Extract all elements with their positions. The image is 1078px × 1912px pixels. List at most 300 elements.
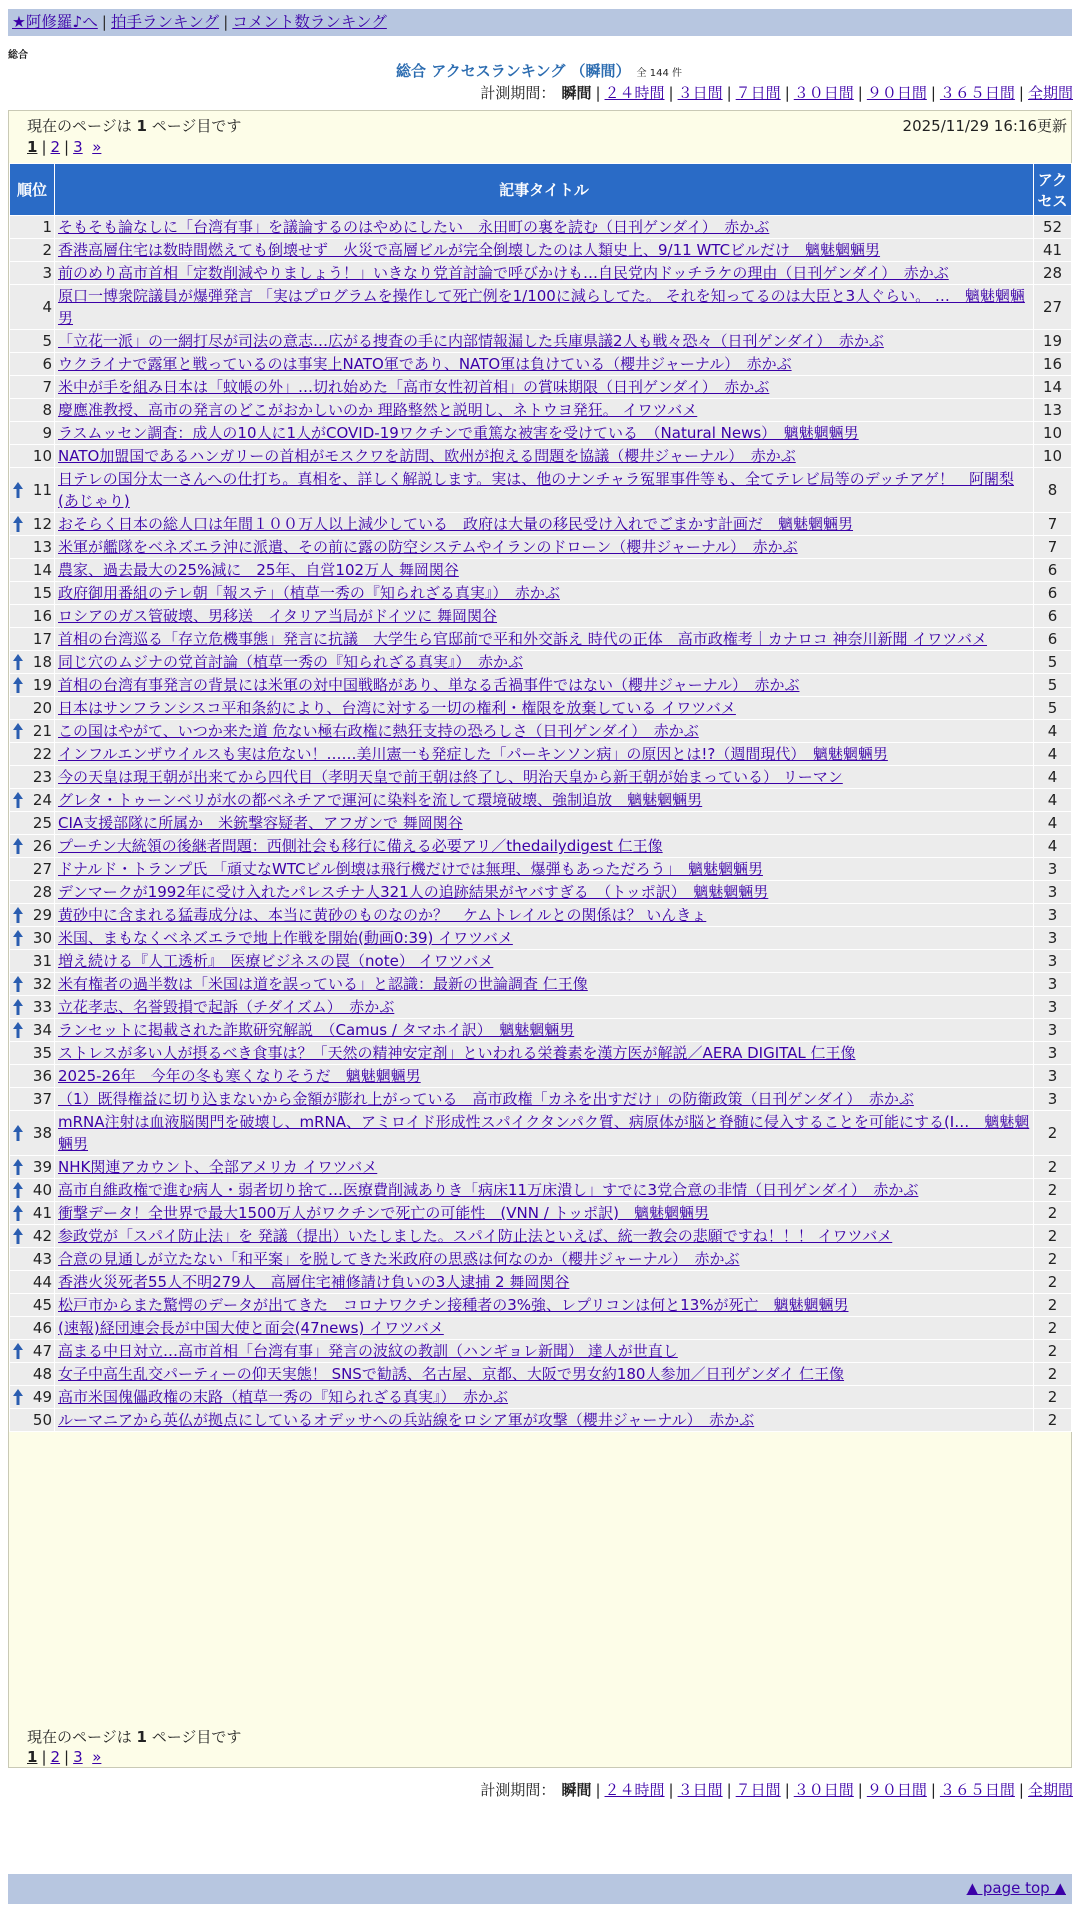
rank-cell bbox=[10, 1248, 55, 1271]
article-title-link[interactable]: 米国、まもなくベネズエラで地上作戦を開始(動画0:39) イワツバメ bbox=[58, 929, 513, 947]
pager-page-link[interactable]: 3 bbox=[73, 138, 83, 156]
title-cell bbox=[55, 559, 1034, 582]
table-row bbox=[10, 927, 1072, 950]
article-title-link[interactable]: 立花孝志、名誉毀損で起訴（チダイズム） 赤かぶ bbox=[58, 998, 395, 1016]
rank-cell bbox=[10, 697, 55, 720]
pager-next-link[interactable]: » bbox=[92, 138, 102, 156]
title-cell bbox=[55, 536, 1034, 559]
rank-number: 29 bbox=[32, 906, 52, 924]
rank-cell bbox=[10, 789, 55, 812]
access-count: 3 bbox=[1034, 881, 1072, 904]
rank-number: 11 bbox=[32, 481, 52, 499]
table-row bbox=[10, 285, 1072, 330]
rank-cell bbox=[10, 285, 55, 330]
page-title-text: 総合 アクセスランキング （瞬間） bbox=[396, 62, 631, 80]
title-cell bbox=[55, 1409, 1034, 1432]
article-title-link[interactable]: 高市米国傀儡政権の末路（植草一秀の『知られざる真実』） 赤かぶ bbox=[58, 1388, 509, 1406]
rank-number: 37 bbox=[32, 1090, 52, 1108]
table-row bbox=[10, 812, 1072, 835]
rank-cell bbox=[10, 766, 55, 789]
table-row bbox=[10, 239, 1072, 262]
period-separator: | bbox=[857, 84, 863, 102]
article-title-link[interactable]: 首相の台湾巡る「存立危機事態」発言に抗議 大学生ら官邸前で平和外交訴え 時代の正体 高市政権考｜カナロコ 神奈川新聞 イワツバメ bbox=[58, 630, 988, 648]
access-count: 6 bbox=[1034, 559, 1072, 582]
rank-up-arrow-icon bbox=[12, 1204, 24, 1222]
table-row bbox=[10, 1088, 1072, 1111]
title-cell bbox=[55, 1386, 1034, 1409]
table-row bbox=[10, 697, 1072, 720]
comment-ranking-link[interactable]: コメント数ランキング bbox=[232, 13, 387, 31]
period-link[interactable]: ９０日間 bbox=[866, 1781, 927, 1799]
page-info-top: 現在のページは 1 ページ目です bbox=[27, 117, 242, 135]
title-cell bbox=[55, 766, 1034, 789]
access-count: 3 bbox=[1034, 1042, 1072, 1065]
article-title-link[interactable]: 前のめり高市首相「定数削減やりましょう！」いきなり党首討論で呼びかけも…自民党内ドッチラケの理由（日刊ゲンダイ） 赤かぶ bbox=[58, 264, 949, 282]
title-cell bbox=[55, 789, 1034, 812]
rank-cell bbox=[10, 1111, 55, 1156]
table-row bbox=[10, 881, 1072, 904]
article-title-link[interactable]: おそらく日本の総人口は年間１００万人以上減少している 政府は大量の移民受け入れでごまかす計画だ 魑魅魍魎男 bbox=[58, 515, 854, 533]
period-separator: | bbox=[784, 84, 790, 102]
rank-up-arrow-icon bbox=[12, 975, 24, 993]
article-title-link[interactable]: プーチン大統領の後継者問題：西側社会も移行に備える必要アリ／thedailydigest 仁王像 bbox=[58, 837, 663, 855]
table-row bbox=[10, 1179, 1072, 1202]
article-title-link[interactable]: ウクライナで露軍と戦っているのは事実上NATO軍であり、NATO軍は負けている（櫻井ジャーナル） 赤かぶ bbox=[58, 355, 792, 373]
page-title bbox=[0, 60, 1078, 81]
rank-cell bbox=[10, 927, 55, 950]
rank-up-arrow-icon bbox=[12, 791, 24, 809]
home-link[interactable]: ★阿修羅♪へ bbox=[12, 13, 98, 31]
applause-ranking-link[interactable]: 拍手ランキング bbox=[111, 13, 220, 31]
page-info-bottom: 現在のページは 1 ページ目です bbox=[27, 1728, 242, 1746]
period-separator: | bbox=[930, 1781, 936, 1799]
title-cell bbox=[55, 330, 1034, 353]
rank-number: 7 bbox=[42, 378, 52, 396]
rank-cell bbox=[10, 1363, 55, 1386]
title-cell bbox=[55, 858, 1034, 881]
article-title-link[interactable]: 原口一博衆院議員が爆弾発言 「実はプログラムを操作して死亡例を1/100に減らしてた。 それを知ってるのは大臣と3人ぐらい。 … 魑魅魍魎男 bbox=[58, 287, 1025, 327]
table-row bbox=[10, 1248, 1072, 1271]
title-cell bbox=[55, 697, 1034, 720]
access-count: 3 bbox=[1034, 1065, 1072, 1088]
access-count: 4 bbox=[1034, 743, 1072, 766]
period-link[interactable]: ３０日間 bbox=[793, 1781, 854, 1799]
period-link[interactable]: 全期間 bbox=[1027, 84, 1073, 102]
title-cell bbox=[55, 1225, 1034, 1248]
article-title-link[interactable]: 日本はサンフランシスコ平和条約により、台湾に対する一切の権利・権限を放棄している イワツバメ bbox=[58, 699, 736, 717]
updated-time: 2025/11/29 16:16更新 bbox=[902, 117, 1067, 135]
title-cell bbox=[55, 1271, 1034, 1294]
article-title-link[interactable]: 米中が手を組み日本は「蚊帳の外」…切れ始めた「高市女性初首相」の賞味期限（日刊ゲンダイ） 赤かぶ bbox=[58, 378, 770, 396]
access-count: 10 bbox=[1034, 445, 1072, 468]
rank-cell bbox=[10, 376, 55, 399]
table-row bbox=[10, 858, 1072, 881]
pager-next-link[interactable]: » bbox=[92, 1748, 102, 1766]
article-title-link[interactable]: 政府御用番組のテレ朝「報ステ」（植草一秀の『知られざる真実』） 赤かぶ bbox=[58, 584, 560, 602]
rank-cell bbox=[10, 973, 55, 996]
article-title-link[interactable]: 衝撃データ！全世界で最大1500万人がワクチンで死亡の可能性 (VNN / トッポ訳) 魑魅魍魎男 bbox=[58, 1204, 709, 1222]
rank-number: 6 bbox=[42, 355, 52, 373]
rank-cell bbox=[10, 559, 55, 582]
access-count: 2 bbox=[1034, 1317, 1072, 1340]
article-title-link[interactable]: 首相の台湾有事発言の背景には米軍の対中国戦略があり、単なる舌禍事件ではない（櫻井ジャーナル） 赤かぶ bbox=[58, 676, 800, 694]
article-title-link[interactable]: (速報)経団連会長が中国大使と面会(47news) イワツバメ bbox=[58, 1319, 444, 1337]
rank-number: 4 bbox=[42, 298, 52, 316]
access-count: 3 bbox=[1034, 904, 1072, 927]
access-count: 3 bbox=[1034, 996, 1072, 1019]
access-count: 7 bbox=[1034, 513, 1072, 536]
title-cell bbox=[55, 605, 1034, 628]
period-selector-bottom bbox=[480, 1779, 1073, 1801]
access-count: 6 bbox=[1034, 605, 1072, 628]
pager-bottom bbox=[27, 1748, 101, 1766]
rank-number: 24 bbox=[32, 791, 52, 809]
rank-number: 44 bbox=[32, 1273, 52, 1291]
title-cell bbox=[55, 582, 1034, 605]
rank-cell bbox=[10, 1065, 55, 1088]
access-count: 2 bbox=[1034, 1340, 1072, 1363]
period-link[interactable]: ３６５日間 bbox=[939, 84, 1015, 102]
period-link[interactable]: ３０日間 bbox=[793, 84, 854, 102]
rank-cell bbox=[10, 904, 55, 927]
rank-cell bbox=[10, 1202, 55, 1225]
article-title-link[interactable]: 女子中高生乱交パーティーの仰天実態！ SNSで勧誘、名古屋、京都、大阪で男女約180人参加／日刊ゲンダイ 仁王像 bbox=[58, 1365, 845, 1383]
pager-separator: | bbox=[64, 138, 70, 156]
rank-up-arrow-icon bbox=[12, 837, 24, 855]
table-row bbox=[10, 1156, 1072, 1179]
rank-number: 5 bbox=[42, 332, 52, 350]
article-title-link[interactable]: （1）既得権益に切り込まないから金額が膨れ上がっている 高市政権「カネを出すだけ」の防衛政策（日刊ゲンダイ） 赤かぶ bbox=[58, 1090, 914, 1108]
period-link[interactable]: ２４時間 bbox=[604, 84, 665, 102]
rank-number: 9 bbox=[42, 424, 52, 442]
rank-cell bbox=[10, 330, 55, 353]
article-title-link[interactable]: ラスムッセン調査：成人の10人に1人がCOVID-19ワクチンで重篤な被害を受けている （Natural News） 魑魅魍魎男 bbox=[58, 424, 859, 442]
pager-separator: | bbox=[41, 138, 47, 156]
table-row bbox=[10, 1340, 1072, 1363]
article-title-link[interactable]: NHK関連アカウント、全部アメリカ イワツバメ bbox=[58, 1158, 378, 1176]
table-row bbox=[10, 766, 1072, 789]
rank-number: 17 bbox=[32, 630, 52, 648]
access-count: 4 bbox=[1034, 835, 1072, 858]
rank-up-arrow-icon bbox=[12, 722, 24, 740]
table-row bbox=[10, 216, 1072, 239]
title-cell bbox=[55, 1179, 1034, 1202]
rank-up-arrow-icon bbox=[12, 676, 24, 694]
title-cell bbox=[55, 651, 1034, 674]
rank-cell bbox=[10, 1225, 55, 1248]
rank-cell bbox=[10, 513, 55, 536]
table-row bbox=[10, 1271, 1072, 1294]
article-title-link[interactable]: ランセットに掲載された詐欺研究解説 （Camus / タマホイ訳） 魑魅魍魎男 bbox=[58, 1021, 575, 1039]
rank-number: 2 bbox=[42, 241, 52, 259]
rank-number: 48 bbox=[32, 1365, 52, 1383]
title-cell bbox=[55, 812, 1034, 835]
title-cell bbox=[55, 950, 1034, 973]
access-count: 2 bbox=[1034, 1225, 1072, 1248]
period-link[interactable]: ９０日間 bbox=[866, 84, 927, 102]
access-count: 5 bbox=[1034, 651, 1072, 674]
access-count: 2 bbox=[1034, 1386, 1072, 1409]
pager-page-link[interactable]: 3 bbox=[73, 1748, 83, 1766]
rank-cell bbox=[10, 468, 55, 513]
period-link[interactable]: ３６５日間 bbox=[939, 1781, 1015, 1799]
rank-number: 23 bbox=[32, 768, 52, 786]
article-title-link[interactable]: そもそも論なしに「台湾有事」を議論するのはやめにしたい 永田町の裏を読む（日刊ゲンダイ） 赤かぶ bbox=[58, 218, 770, 236]
category-label: 総合 bbox=[8, 50, 28, 61]
table-row bbox=[10, 1065, 1072, 1088]
table-row bbox=[10, 1386, 1072, 1409]
rank-number: 26 bbox=[32, 837, 52, 855]
rank-number: 46 bbox=[32, 1319, 52, 1337]
period-separator: | bbox=[726, 84, 732, 102]
period-separator: | bbox=[857, 1781, 863, 1799]
title-cell bbox=[55, 1340, 1034, 1363]
table-row bbox=[10, 376, 1072, 399]
article-title-link[interactable]: 「立花一派」の一網打尽が司法の意志…広がる捜査の手に内部情報漏した兵庫県議2人も戦々恐々（日刊ゲンダイ） 赤かぶ bbox=[58, 332, 884, 350]
table-row bbox=[10, 1409, 1072, 1432]
total-count: 全 144 件 bbox=[636, 68, 682, 79]
rank-number: 39 bbox=[32, 1158, 52, 1176]
article-title-link[interactable]: 高市自維政権で進む病人・弱者切り捨て…医療費削減ありき「病床11万床潰し」すでに3党合意の非情（日刊ゲンダイ） 赤かぶ bbox=[58, 1181, 919, 1199]
rank-cell bbox=[10, 858, 55, 881]
table-row bbox=[10, 973, 1072, 996]
rank-cell bbox=[10, 1156, 55, 1179]
article-title-link[interactable]: この国はやがて、いつか来た道 危ない極右政権に熱狂支持の恐ろしさ（日刊ゲンダイ） 赤かぶ bbox=[58, 722, 699, 740]
ranking-table bbox=[9, 163, 1072, 1432]
article-title-link[interactable]: 増え続ける『人工透析』 医療ビジネスの罠（note） イワツバメ bbox=[58, 952, 494, 970]
table-row bbox=[10, 582, 1072, 605]
period-separator: | bbox=[668, 84, 674, 102]
access-count: 41 bbox=[1034, 239, 1072, 262]
article-title-link[interactable]: 合意の見通しが立たない「和平案」を脱してきた米政府の思惑は何なのか（櫻井ジャーナル） 赤かぶ bbox=[58, 1250, 740, 1268]
table-row bbox=[10, 1363, 1072, 1386]
rank-cell bbox=[10, 996, 55, 1019]
rank-cell bbox=[10, 605, 55, 628]
article-title-link[interactable]: ルーマニアから英仏が拠点にしているオデッサへの兵站線をロシア軍が攻撃（櫻井ジャーナル） 赤かぶ bbox=[58, 1411, 755, 1429]
pager-separator: | bbox=[64, 1748, 70, 1766]
article-title-link[interactable]: インフルエンザウイルスも実は危ない！……美川憲一も発症した「パーキンソン病」の原因とは!?（週間現代） 魑魅魍魎男 bbox=[58, 745, 888, 763]
rank-cell bbox=[10, 1019, 55, 1042]
rank-cell bbox=[10, 881, 55, 904]
rank-number: 41 bbox=[32, 1204, 52, 1222]
table-row bbox=[10, 1225, 1072, 1248]
access-count: 2 bbox=[1034, 1294, 1072, 1317]
title-cell bbox=[55, 285, 1034, 330]
rank-number: 8 bbox=[42, 401, 52, 419]
table-row bbox=[10, 1317, 1072, 1340]
period-label: 計測期間： bbox=[480, 84, 556, 102]
article-title-link[interactable]: 日テレの国分太一さんへの仕打ち。真相を、詳しく解説します。実は、他のナンチャラ冤罪事件等も、全てテレビ局等のデッチアゲ！ 阿闍梨(あじゃり) bbox=[58, 470, 1014, 510]
access-count: 3 bbox=[1034, 973, 1072, 996]
access-count: 5 bbox=[1034, 697, 1072, 720]
access-count: 3 bbox=[1034, 950, 1072, 973]
column-title-header: 記事タイトル bbox=[55, 164, 1034, 216]
access-count: 2 bbox=[1034, 1111, 1072, 1156]
period-link[interactable]: ７日間 bbox=[735, 84, 781, 102]
table-row bbox=[10, 628, 1072, 651]
rank-up-arrow-icon bbox=[12, 481, 24, 499]
rank-number: 18 bbox=[32, 653, 52, 671]
access-count: 27 bbox=[1034, 285, 1072, 330]
access-count: 3 bbox=[1034, 858, 1072, 881]
table-row bbox=[10, 559, 1072, 582]
period-link[interactable]: ３日間 bbox=[677, 84, 723, 102]
title-cell bbox=[55, 216, 1034, 239]
table-row bbox=[10, 422, 1072, 445]
access-count: 6 bbox=[1034, 582, 1072, 605]
title-cell bbox=[55, 1317, 1034, 1340]
rank-cell bbox=[10, 353, 55, 376]
article-title-link[interactable]: 今の天皇は現王朝が出来てから四代目（孝明天皇で前王朝は終了し、明治天皇から新王朝が始まっている） リーマン bbox=[58, 768, 843, 786]
period-separator: | bbox=[595, 84, 601, 102]
period-link[interactable]: ７日間 bbox=[735, 1781, 781, 1799]
period-separator: | bbox=[1018, 1781, 1024, 1799]
period-current: 瞬間 bbox=[561, 84, 592, 102]
rank-up-arrow-icon bbox=[12, 653, 24, 671]
title-cell bbox=[55, 1363, 1034, 1386]
article-title-link[interactable]: 松戸市からまた驚愕のデータが出てきた コロナワクチン接種者の3%強、レプリコンは何と13%が死亡 魑魅魍魎男 bbox=[58, 1296, 849, 1314]
title-cell bbox=[55, 1042, 1034, 1065]
period-separator: | bbox=[930, 84, 936, 102]
rank-cell bbox=[10, 1317, 55, 1340]
rank-cell bbox=[10, 262, 55, 285]
period-separator: | bbox=[726, 1781, 732, 1799]
article-title-link[interactable]: NATO加盟国であるハンガリーの首相がモスクワを訪問、欧州が抱える問題を協議（櫻井ジャーナル） 赤かぶ bbox=[58, 447, 796, 465]
period-current: 瞬間 bbox=[561, 1781, 592, 1799]
article-title-link[interactable]: mRNA注射は血液脳関門を破壊し、mRNA、アミロイド形成性スパイクタンパク質、病原体が脳と脊髄に侵入することを可能にする(I… 魑魅魍魎男 bbox=[58, 1113, 1030, 1153]
article-title-link[interactable]: 慶應准教授、高市の発言のどこがおかしいのか 理路整然と説明し、ネトウヨ発狂。 イワツバメ bbox=[58, 401, 698, 419]
rank-cell bbox=[10, 1294, 55, 1317]
article-title-link[interactable]: 米有権者の過半数は「米国は道を誤っている」と認識：最新の世論調査 仁王像 bbox=[58, 975, 588, 993]
table-row bbox=[10, 720, 1072, 743]
rank-cell bbox=[10, 399, 55, 422]
access-count: 10 bbox=[1034, 422, 1072, 445]
title-cell bbox=[55, 628, 1034, 651]
article-title-link[interactable]: グレタ・トゥーンベリが水の都ベネチアで運河に染料を流して環境破壊、強制追放 魑魅魍魎男 bbox=[58, 791, 703, 809]
rank-number: 33 bbox=[32, 998, 52, 1016]
rank-number: 13 bbox=[32, 538, 52, 556]
rank-number: 42 bbox=[32, 1227, 52, 1245]
article-title-link[interactable]: 黄砂中に含まれる猛毒成分は、本当に黄砂のものなのか？ ケムトレイルとの関係は？ いんきょ bbox=[58, 906, 707, 924]
table-row bbox=[10, 1019, 1072, 1042]
rank-up-arrow-icon bbox=[12, 1021, 24, 1039]
title-cell bbox=[55, 399, 1034, 422]
rank-number: 28 bbox=[32, 883, 52, 901]
access-count: 4 bbox=[1034, 812, 1072, 835]
article-title-link[interactable]: デンマークが1992年に受け入れたパレスチナ人321人の追跡結果がヤバすぎる （トッポ訳） 魑魅魍魎男 bbox=[58, 883, 769, 901]
article-title-link[interactable]: 香港火災死者55人不明279人 高層住宅補修請け負いの3人逮捕 2 舞岡関谷 bbox=[58, 1273, 570, 1291]
rank-number: 27 bbox=[32, 860, 52, 878]
ranking-rows bbox=[10, 216, 1072, 1432]
access-count: 52 bbox=[1034, 216, 1072, 239]
period-separator: | bbox=[595, 1781, 601, 1799]
period-link[interactable]: 全期間 bbox=[1027, 1781, 1073, 1799]
access-count: 14 bbox=[1034, 376, 1072, 399]
rank-cell bbox=[10, 720, 55, 743]
top-navigation: ★阿修羅♪へ | 拍手ランキング | コメント数ランキング bbox=[8, 9, 1072, 36]
title-cell bbox=[55, 743, 1034, 766]
title-cell bbox=[55, 1202, 1034, 1225]
access-count: 4 bbox=[1034, 789, 1072, 812]
article-title-link[interactable]: CIA支援部隊に所属か 米銃撃容疑者、アフガンで 舞岡関谷 bbox=[58, 814, 463, 832]
rank-cell bbox=[10, 582, 55, 605]
access-count: 3 bbox=[1034, 1019, 1072, 1042]
period-label: 計測期間： bbox=[480, 1781, 556, 1799]
access-count: 2 bbox=[1034, 1248, 1072, 1271]
rank-up-arrow-icon bbox=[12, 929, 24, 947]
article-title-link[interactable]: ストレスが多い人が摂るべき食事は？「天然の精神安定剤」といわれる栄養素を漢方医が解説／AERA DIGITAL 仁王像 bbox=[58, 1044, 856, 1062]
rank-number: 47 bbox=[32, 1342, 52, 1360]
title-cell bbox=[55, 927, 1034, 950]
rank-number: 32 bbox=[32, 975, 52, 993]
article-title-link[interactable]: ロシアのガス管破壊、男移送 イタリア当局がドイツに 舞岡関谷 bbox=[58, 607, 498, 625]
access-count: 6 bbox=[1034, 628, 1072, 651]
rank-up-arrow-icon bbox=[12, 1181, 24, 1199]
title-cell bbox=[55, 674, 1034, 697]
title-cell bbox=[55, 445, 1034, 468]
title-cell bbox=[55, 996, 1034, 1019]
rank-cell bbox=[10, 1088, 55, 1111]
access-count: 3 bbox=[1034, 1088, 1072, 1111]
title-cell bbox=[55, 1111, 1034, 1156]
period-link[interactable]: ３日間 bbox=[677, 1781, 723, 1799]
article-title-link[interactable]: 米軍が艦隊をベネズエラ沖に派遣、その前に露の防空システムやイランのドローン（櫻井ジャーナル） 赤かぶ bbox=[58, 538, 798, 556]
article-title-link[interactable]: 2025-26年 今年の冬も寒くなりそうだ 魑魅魍魎男 bbox=[58, 1067, 421, 1085]
rank-number: 20 bbox=[32, 699, 52, 717]
pager-current: 1 bbox=[27, 1748, 38, 1766]
table-row bbox=[10, 536, 1072, 559]
title-cell bbox=[55, 376, 1034, 399]
article-title-link[interactable]: 香港高層住宅は数時間燃えても倒壊せず 火災で高層ビルが完全倒壊したのは人類史上、9/11 WTCビルだけ 魑魅魍魎男 bbox=[58, 241, 881, 259]
page-top-link[interactable]: ▲ page top ▲ bbox=[966, 1879, 1066, 1897]
access-count: 5 bbox=[1034, 674, 1072, 697]
access-count: 3 bbox=[1034, 927, 1072, 950]
table-row bbox=[10, 835, 1072, 858]
rank-number: 40 bbox=[32, 1181, 52, 1199]
rank-number: 3 bbox=[42, 264, 52, 282]
title-cell bbox=[55, 1019, 1034, 1042]
rank-up-arrow-icon bbox=[12, 1227, 24, 1245]
column-rank-header: 順位 bbox=[10, 164, 55, 216]
pager-page-link[interactable]: 2 bbox=[50, 138, 61, 156]
article-title-link[interactable]: 同じ穴のムジナの党首討論（植草一秀の『知られざる真実』） 赤かぶ bbox=[58, 653, 524, 671]
access-count: 28 bbox=[1034, 262, 1072, 285]
article-title-link[interactable]: 農家、過去最大の25%減に 25年、自営102万人 舞岡関谷 bbox=[58, 561, 459, 579]
table-row bbox=[10, 743, 1072, 766]
rank-cell bbox=[10, 239, 55, 262]
pager-separator: | bbox=[41, 1748, 47, 1766]
period-separator: | bbox=[1018, 84, 1024, 102]
article-title-link[interactable]: ドナルド・トランプ氏 「頑丈なWTCビル倒壊は飛行機だけでは無理、爆弾もあっただろう」 魑魅魍魎男 bbox=[58, 860, 763, 878]
rank-number: 25 bbox=[32, 814, 52, 832]
title-cell bbox=[55, 1065, 1034, 1088]
rank-cell bbox=[10, 651, 55, 674]
rank-number: 12 bbox=[32, 515, 52, 533]
title-cell bbox=[55, 973, 1034, 996]
article-title-link[interactable]: 高まる中日対立…高市首相「台湾有事」発言の波紋の教訓（ハンギョレ新聞） 達人が世直し bbox=[58, 1342, 678, 1360]
table-row bbox=[10, 330, 1072, 353]
rank-number: 14 bbox=[32, 561, 52, 579]
pager-page-link[interactable]: 2 bbox=[50, 1748, 61, 1766]
title-cell bbox=[55, 1248, 1034, 1271]
access-count: 13 bbox=[1034, 399, 1072, 422]
period-link[interactable]: ２４時間 bbox=[604, 1781, 665, 1799]
rank-cell bbox=[10, 743, 55, 766]
table-row bbox=[10, 1042, 1072, 1065]
title-cell bbox=[55, 422, 1034, 445]
article-title-link[interactable]: 参政党が「スパイ防止法」を 発議（提出）いたしました。スパイ防止法といえば、統一教会の悲願ですね！！！ イワツバメ bbox=[58, 1227, 893, 1245]
title-cell bbox=[55, 513, 1034, 536]
